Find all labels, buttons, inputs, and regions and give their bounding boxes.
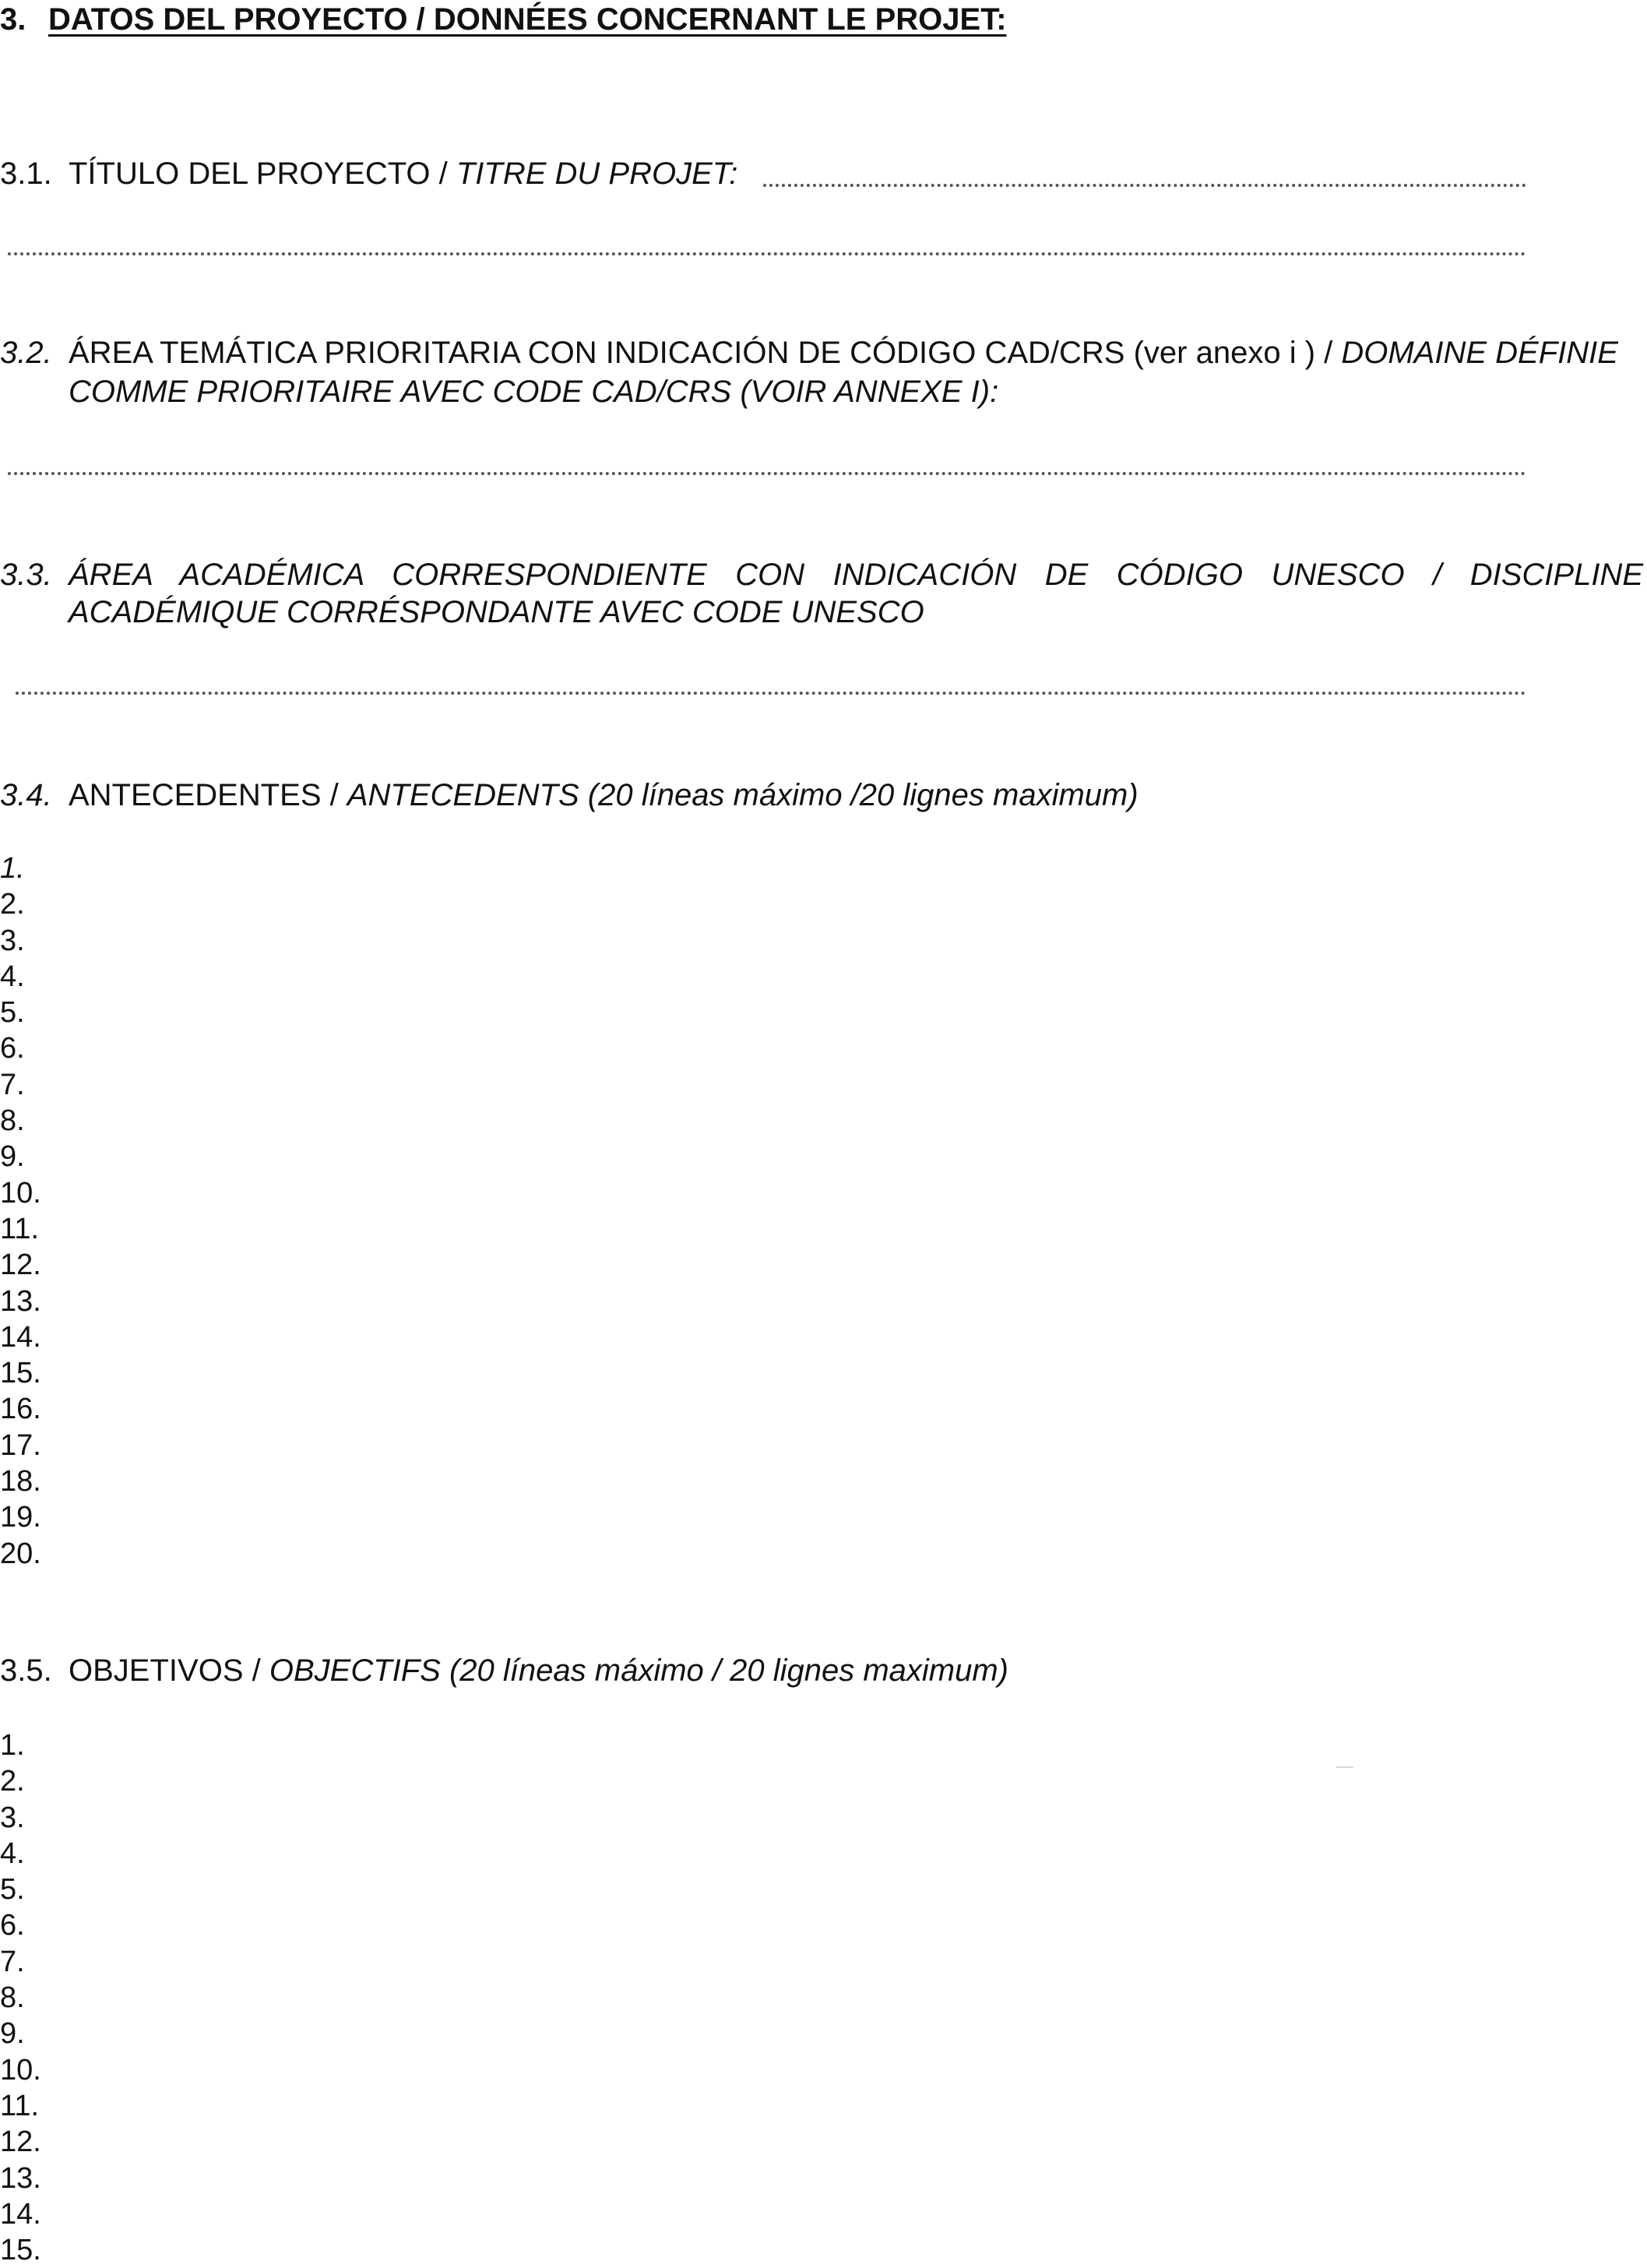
item-label-fr: ANTECEDENTS (20 líneas máximo /20 lignes maximum)	[347, 778, 1138, 812]
numbered-line[interactable]: 18.	[0, 1465, 41, 1498]
numbered-line[interactable]: 3.	[0, 924, 25, 957]
numbered-line[interactable]: 13.	[0, 1284, 41, 1318]
section-title: DATOS DEL PROYECTO / DONNÉES CONCERNANT LE PROJET:	[48, 2, 1007, 37]
section-number: 3.	[0, 2, 26, 37]
numbered-line[interactable]: 1.	[0, 852, 25, 885]
numbered-line[interactable]: 15.	[0, 2234, 41, 2267]
numbered-line[interactable]: 14.	[0, 1320, 41, 1354]
item-number: 3.1.	[0, 157, 52, 191]
numbered-line[interactable]: 8.	[0, 1104, 25, 1138]
domain-field-dotted-line[interactable]	[8, 472, 1526, 475]
numbered-line[interactable]: 13.	[0, 2161, 41, 2195]
item-label-fr: TITRE DU PROJET:	[456, 157, 738, 191]
numbered-line[interactable]: 20.	[0, 1537, 41, 1570]
numbered-line[interactable]: 19.	[0, 1501, 41, 1534]
item-label-es: ÁREA TEMÁTICA PRIORITARIA CON INDICACIÓN DE CÓDIGO CAD/CRS (ver anexo i ) /	[69, 336, 1342, 370]
numbered-line[interactable]: 14.	[0, 2197, 41, 2231]
item-number: 3.2.	[0, 336, 52, 370]
numbered-line[interactable]: 5.	[0, 1873, 25, 1907]
numbered-line[interactable]: 2.	[0, 1765, 25, 1798]
numbered-line[interactable]: 4.	[0, 1837, 25, 1870]
numbered-line[interactable]: 11.	[0, 2089, 40, 2122]
section-heading	[0, 2, 1007, 37]
numbered-line[interactable]: 16.	[0, 1393, 41, 1426]
numbered-line[interactable]: 12.	[0, 2125, 41, 2159]
numbered-line[interactable]: 9.	[0, 1140, 25, 1174]
numbered-line[interactable]: 17.	[0, 1428, 41, 1462]
numbered-line[interactable]: 1.	[0, 1729, 25, 1762]
numbered-line[interactable]: 10.	[0, 1176, 41, 1210]
numbered-line[interactable]: 7.	[0, 1068, 25, 1101]
title-field-dotted-line-2[interactable]	[8, 252, 1526, 255]
item-number: 3.4.	[0, 778, 52, 812]
numbered-line[interactable]: 11.	[0, 1212, 40, 1245]
numbered-line[interactable]: 10.	[0, 2053, 41, 2087]
item-label-fr: DOMAINE DÉFINIE	[1341, 336, 1618, 370]
item-label-line1: ÁREA ACADÉMICA CORRESPONDIENTE CON INDICACIÓN DE CÓDIGO UNESCO / DISCIPLINE	[69, 558, 1643, 592]
item-3-4-label	[0, 777, 1138, 813]
numbered-line[interactable]: 6.	[0, 1032, 25, 1065]
scan-mark	[1336, 1766, 1353, 1768]
item-number: 3.3.	[0, 558, 52, 592]
numbered-line[interactable]: 9.	[0, 2017, 25, 2051]
item-3-3-label-line2: ACADÉMIQUE CORRÉSPONDANTE AVEC CODE UNESCO	[69, 595, 924, 629]
discipline-field-dotted-line[interactable]	[16, 692, 1526, 695]
item-label-es: OBJETIVOS /	[69, 1653, 269, 1688]
item-3-5-label	[0, 1653, 1008, 1689]
objetivos-lines-list	[0, 1727, 41, 2268]
numbered-line[interactable]: 12.	[0, 1248, 41, 1282]
item-3-1-label	[0, 156, 737, 192]
numbered-line[interactable]: 15.	[0, 1357, 41, 1390]
numbered-line[interactable]: 8.	[0, 1981, 25, 2015]
numbered-line[interactable]: 4.	[0, 960, 25, 993]
item-3-3-label	[0, 557, 1643, 593]
title-field-dotted-line[interactable]	[763, 184, 1526, 187]
numbered-line[interactable]: 7.	[0, 1945, 25, 1978]
item-label-fr: OBJECTIFS (20 líneas máximo / 20 lignes maximum)	[269, 1653, 1009, 1688]
item-label-es: ANTECEDENTES /	[69, 778, 347, 812]
item-3-2-label-line2: COMME PRIORITAIRE AVEC CODE CAD/CRS (VOIR ANNEXE I):	[69, 375, 999, 409]
item-label-es: TÍTULO DEL PROYECTO /	[69, 157, 456, 191]
item-3-2-label	[0, 335, 1618, 371]
item-number: 3.5.	[0, 1653, 52, 1688]
numbered-line[interactable]: 5.	[0, 996, 25, 1030]
antecedentes-lines-list	[0, 850, 41, 1572]
numbered-line[interactable]: 2.	[0, 888, 25, 921]
numbered-line[interactable]: 6.	[0, 1909, 25, 1942]
numbered-line[interactable]: 3.	[0, 1801, 25, 1834]
